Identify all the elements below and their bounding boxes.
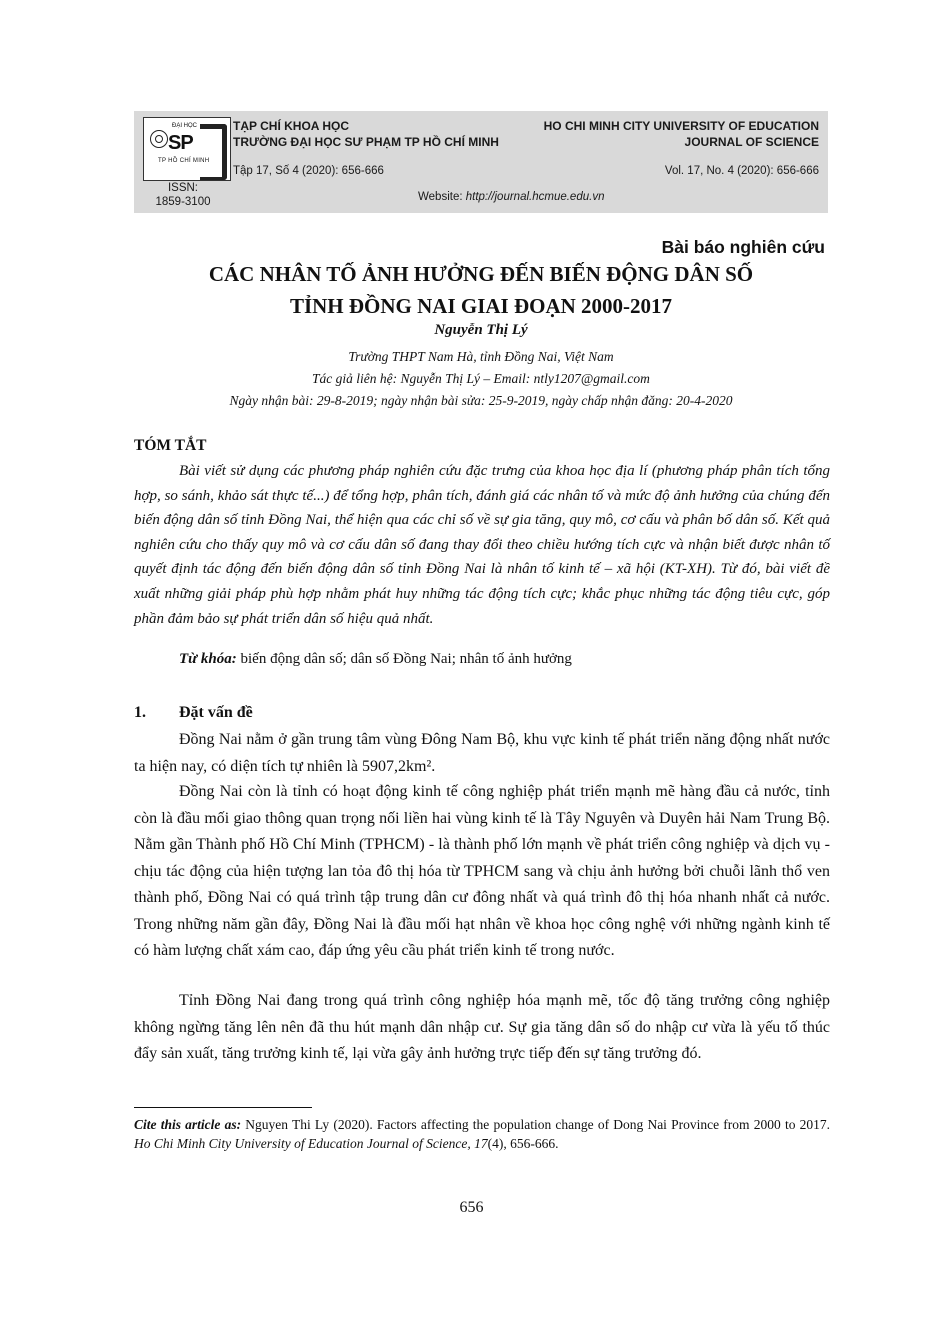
abstract-text: Bài viết sử dụng các phương pháp nghiên cứu đặc trưng của khoa học địa lí (phương pháp phân tích tổng hợp, so sánh, khảo sát thực tế...) để tổng hợp, phân tích, đánh giá các nhân tố và mức độ ảnh hưởng của chúng đến biến động dân số tỉnh Đồng Nai, thể hiện qua các chỉ số về sự gia tăng, quy mô, cơ cấu và phân bố dân số. Kết quả nghiên cứu cho thấy quy mô và cơ cấu dân số đang thay đổi theo chiều hướng tích cực và nhận biết được nhân tố quyết định tác động đến biến động dân số tỉnh Đồng Nai là nhân tố kinh tế – xã hội (KT-XH). Từ đó, bài viết đề xuất những giải pháp phù hợp nhằm phát huy những tác động tích cực; khắc phục những tác động tiêu cực, góp phần đảm bảo sự phát triển dân số hiệu quả nhất. [134, 463, 830, 627]
logo-top-text: ĐẠI HỌC [172, 123, 198, 129]
journal-logo [143, 117, 231, 181]
en-journal-line1: HO CHI MINH CITY UNIVERSITY OF EDUCATION [543, 119, 819, 133]
section1-title: Đặt vấn đề [179, 704, 253, 721]
title-line1: CÁC NHÂN TỐ ẢNH HƯỞNG ĐẾN BIẾN ĐỘNG DÂN SỐ [208, 262, 754, 286]
citation-text-a: Nguyen Thi Ly (2020). Factors affecting the population change of Dong Nai Province from 2000 to 2017. [241, 1117, 831, 1132]
keywords [179, 651, 572, 668]
logo-mark: SP [168, 132, 193, 154]
footnote-rule [134, 1107, 312, 1108]
affiliation: Trường THPT Nam Hà, tỉnh Đồng Nai, Việt Nam [348, 349, 614, 364]
vn-journal-line2: TRƯỜNG ĐẠI HỌC SƯ PHẠM TP HỒ CHÍ MINH [233, 135, 499, 149]
section1-number: 1. [134, 704, 146, 721]
en-journal-line2: JOURNAL OF SCIENCE [684, 135, 819, 149]
author-name: Nguyễn Thị Lý [434, 322, 528, 338]
vn-volume: Tập 17, Số 4 (2020): 656-666 [233, 165, 384, 177]
paragraph-2: Đồng Nai còn là tỉnh có hoạt động kinh tế công nghiệp phát triển mạnh mẽ hàng đầu cả nước, tỉnh còn là đầu mối giao thông quan trọng nối liền hai vùng kinh tế là Tây Nguyên và Duyên hải Nam Trung Bộ. Nằm gần Thành phố Hồ Chí Minh (TPHCM) - là thành phố lớn mạnh về phát triển công nghiệp và dịch vụ - chịu tác động của hiện tượng lan tỏa đô thị hóa từ TPHCM sang và chịu ảnh hưởng bởi chuỗi lãnh thổ ven thành phố, Đồng Nai có quá trình tập trung dân cư đông nhất và quá trình đô thị hóa nhanh nhất cả nước. Trong những năm gần đây, Đồng Nai là đầu mối hạt nhân về khoa học công nghệ với những ngành kinh tế có hàm lượng chất xám cao, đáp ứng yêu cầu phát triển kinh tế trong nước. [134, 783, 830, 959]
citation-text-b: (4), 656-666. [487, 1136, 559, 1151]
en-volume: Vol. 17, No. 4 (2020): 656-666 [664, 165, 819, 177]
dates: Ngày nhận bài: 29-8-2019; ngày nhận bài sửa: 25-9-2019, ngày chấp nhận đăng: 20-4-2020 [229, 393, 733, 408]
citation-label: Cite this article as: [134, 1117, 242, 1132]
title-line2: TỈNH ĐỒNG NAI GIAI ĐOẠN 2000-2017 [289, 294, 673, 318]
issn-value: 1859-3100 [155, 196, 211, 208]
citation [134, 1115, 830, 1153]
keywords-text: biến động dân số; dân số Đồng Nai; nhân tố ảnh hưởng [236, 651, 572, 667]
website [418, 190, 604, 204]
website-label: Website: [418, 191, 466, 203]
paragraph-3: Tỉnh Đồng Nai đang trong quá trình công nghiệp hóa mạnh mẽ, tốc độ tăng trưởng công nghiệp không ngừng tăng lên nên đã thu hút mạnh dân nhập cư. Sự gia tăng dân số do nhập cư vừa là yếu tố thúc đẩy sản xuất, tăng trưởng kinh tế, lại vừa gây ảnh hưởng trực tiếp đến sự tăng trưởng đó. [134, 992, 830, 1062]
logo-bracket-icon [200, 124, 227, 180]
paragraph-1: Đồng Nai nằm ở gần trung tâm vùng Đông Nam Bộ, khu vực kinh tế phát triển năng động nhất nước ta hiện nay, có diện tích tự nhiên là 5907,2km². [134, 731, 830, 775]
article-type: Bài báo nghiên cứu [661, 237, 825, 257]
vn-journal-line1: TẠP CHÍ KHOA HỌC [233, 119, 350, 133]
contact: Tác giả liên hệ: Nguyễn Thị Lý – Email: ntly1207@gmail.com [312, 371, 650, 386]
abstract-heading: TÓM TẮT [134, 437, 207, 454]
page-number: 656 [459, 1199, 484, 1216]
keywords-label: Từ khóa: [179, 651, 237, 667]
atom-icon [150, 130, 168, 148]
citation-journal: Ho Chi Minh City University of Education Journal of Science, 17 [134, 1136, 488, 1151]
website-link[interactable]: http://journal.hcmue.edu.vn [465, 191, 605, 203]
logo-sub-text: TP HỒ CHÍ MINH [158, 158, 210, 164]
issn-label: ISSN: [167, 182, 199, 194]
